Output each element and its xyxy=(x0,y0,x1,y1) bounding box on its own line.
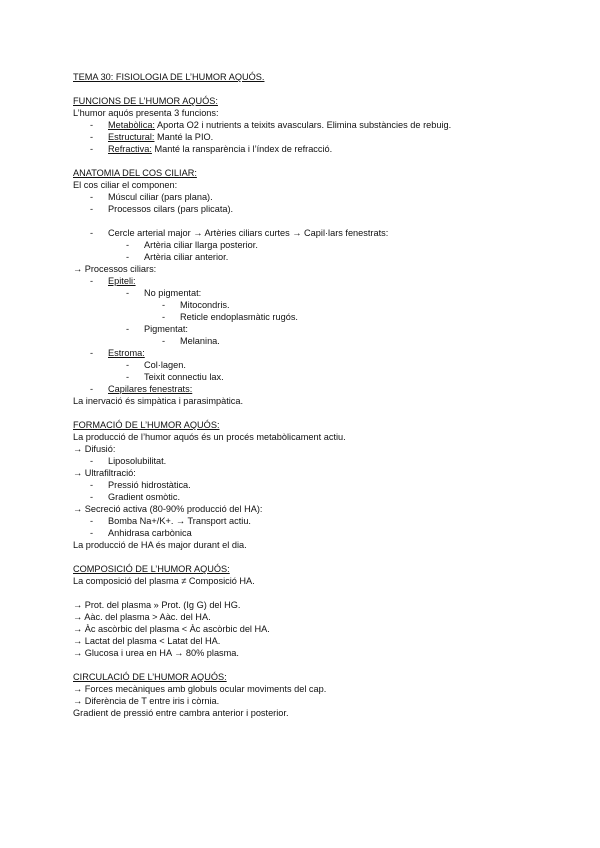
item-text: Gradient osmòtic. xyxy=(108,492,180,502)
item-text: Artèria ciliar llarga posterior. xyxy=(144,240,258,250)
text-line: → Forces mecàniques amb globuls ocular moviments del cap. xyxy=(73,684,327,694)
list-item xyxy=(73,371,573,383)
bullet-dash: - xyxy=(90,456,94,466)
item-text: Mitocondris. xyxy=(180,300,230,310)
item-label: Refractiva: xyxy=(108,144,152,154)
item-text: Artèria ciliar anterior. xyxy=(144,252,229,262)
text-line: → Ultrafiltració: xyxy=(73,468,136,478)
text-line: → Secreció activa (80-90% producció del HA): xyxy=(73,504,263,514)
text-line: Gradient de pressió entre cambra anterior i posterior. xyxy=(73,708,289,718)
text-line: → Aàc. del plasma > Aàc. del HA. xyxy=(73,612,211,622)
bullet-dash: - xyxy=(90,192,94,202)
list-item xyxy=(73,323,573,335)
list-item xyxy=(73,335,573,347)
item-text: Processos cilars (pars plicata). xyxy=(108,204,234,214)
list-item xyxy=(73,143,573,155)
section-heading-circulacio: CIRCULACIÓ DE L’HUMOR AQUÓS: xyxy=(73,672,227,682)
item-text: Liposolubilitat. xyxy=(108,456,167,466)
document-page xyxy=(73,71,573,719)
list-item xyxy=(73,359,573,371)
bullet-dash: - xyxy=(90,120,94,130)
bullet-dash: - xyxy=(90,492,94,502)
item-text: Manté la PIO. xyxy=(154,132,214,142)
bullet-dash: - xyxy=(126,240,130,250)
item-text: Anhidrasa carbònica xyxy=(108,528,192,538)
list-item xyxy=(73,275,573,287)
text-line: → Prot. del plasma » Prot. (Ig G) del HG. xyxy=(73,600,241,610)
item-text: Bomba Na+/K+. → Transport actiu. xyxy=(108,516,251,526)
list-item xyxy=(73,515,573,527)
bullet-dash: - xyxy=(90,528,94,538)
text-line: La inervació és simpàtica i parasimpàtica. xyxy=(73,396,244,406)
item-text: Melanina. xyxy=(180,336,220,346)
text-line: → Processos ciliars: xyxy=(73,264,157,274)
list-item xyxy=(73,383,573,395)
item-label: Estructural: xyxy=(108,132,155,142)
item-text: Col·lagen. xyxy=(144,360,186,370)
item-text: No pigmentat: xyxy=(144,288,202,298)
item-text: Cercle arterial major → Artèries ciliars curtes → Capil·lars fenestrats: xyxy=(108,228,389,238)
text-line: El cos ciliar el componen: xyxy=(73,180,178,190)
item-text: Aporta O2 i nutrients a teixits avasculars. Elimina substàncies de rebuig. xyxy=(154,120,452,130)
bullet-dash: - xyxy=(162,336,166,346)
list-item xyxy=(73,239,573,251)
text-line: L’humor aquós presenta 3 funcions: xyxy=(73,108,219,118)
list-item xyxy=(73,119,573,131)
item-text: Pigmentat: xyxy=(144,324,188,334)
bullet-dash: - xyxy=(90,228,94,238)
bullet-dash: - xyxy=(90,276,94,286)
item-label: Metabòlica: xyxy=(108,120,155,130)
list-item xyxy=(73,491,573,503)
section-heading-formacio: FORMACIÓ DE L’HUMOR AQUÓS: xyxy=(73,420,220,430)
list-item xyxy=(73,191,573,203)
list-item xyxy=(73,203,573,215)
bullet-dash: - xyxy=(90,384,94,394)
item-label: Capilares fenestrats: xyxy=(108,384,193,394)
list-item xyxy=(73,287,573,299)
bullet-dash: - xyxy=(90,480,94,490)
item-label: Epiteli: xyxy=(108,276,136,286)
bullet-dash: - xyxy=(126,360,130,370)
bullet-dash: - xyxy=(90,516,94,526)
item-text: Manté la ransparència i l’índex de refracció. xyxy=(151,144,333,154)
list-item xyxy=(73,347,573,359)
text-line: → Difusió: xyxy=(73,444,116,454)
list-item xyxy=(73,227,573,239)
bullet-dash: - xyxy=(126,288,130,298)
text-line: La producció de l’humor aquós és un procés metabòlicament actiu. xyxy=(73,432,346,442)
text-line: → Glucosa i urea en HA → 80% plasma. xyxy=(73,648,239,658)
list-item xyxy=(73,311,573,323)
text-line: La composició del plasma ≠ Composició HA. xyxy=(73,576,255,586)
list-item xyxy=(73,527,573,539)
list-item xyxy=(73,251,573,263)
bullet-dash: - xyxy=(126,372,130,382)
item-text: Reticle endoplasmàtic rugós. xyxy=(180,312,298,322)
bullet-dash: - xyxy=(162,300,166,310)
item-text: Múscul ciliar (pars plana). xyxy=(108,192,213,202)
list-item xyxy=(73,131,573,143)
item-text: Pressió hidrostàtica. xyxy=(108,480,191,490)
section-heading-composicio: COMPOSICIÓ DE L’HUMOR AQUÓS: xyxy=(73,564,230,574)
bullet-dash: - xyxy=(90,132,94,142)
bullet-dash: - xyxy=(126,324,130,334)
text-line: → Diferència de T entre iris i còrnia. xyxy=(73,696,220,706)
document-title: TEMA 30: FISIOLOGIA DE L’HUMOR AQUÓS. xyxy=(73,72,265,82)
text-line: → Àc ascòrbic del plasma < Àc ascòrbic del HA. xyxy=(73,624,270,634)
item-text: Teixit connectiu lax. xyxy=(144,372,224,382)
section-heading-anatomia: ANATOMIA DEL COS CILIAR: xyxy=(73,168,197,178)
bullet-dash: - xyxy=(90,204,94,214)
bullet-dash: - xyxy=(90,144,94,154)
bullet-dash: - xyxy=(126,252,130,262)
bullet-dash: - xyxy=(162,312,166,322)
list-item xyxy=(73,479,573,491)
list-item xyxy=(73,299,573,311)
section-heading-funcions: FUNCIONS DE L’HUMOR AQUÓS: xyxy=(73,96,218,106)
list-item xyxy=(73,455,573,467)
text-line: → Lactat del plasma < Latat del HA. xyxy=(73,636,221,646)
bullet-dash: - xyxy=(90,348,94,358)
item-label: Estroma: xyxy=(108,348,145,358)
text-line: La producció de HA és major durant el dia. xyxy=(73,540,247,550)
